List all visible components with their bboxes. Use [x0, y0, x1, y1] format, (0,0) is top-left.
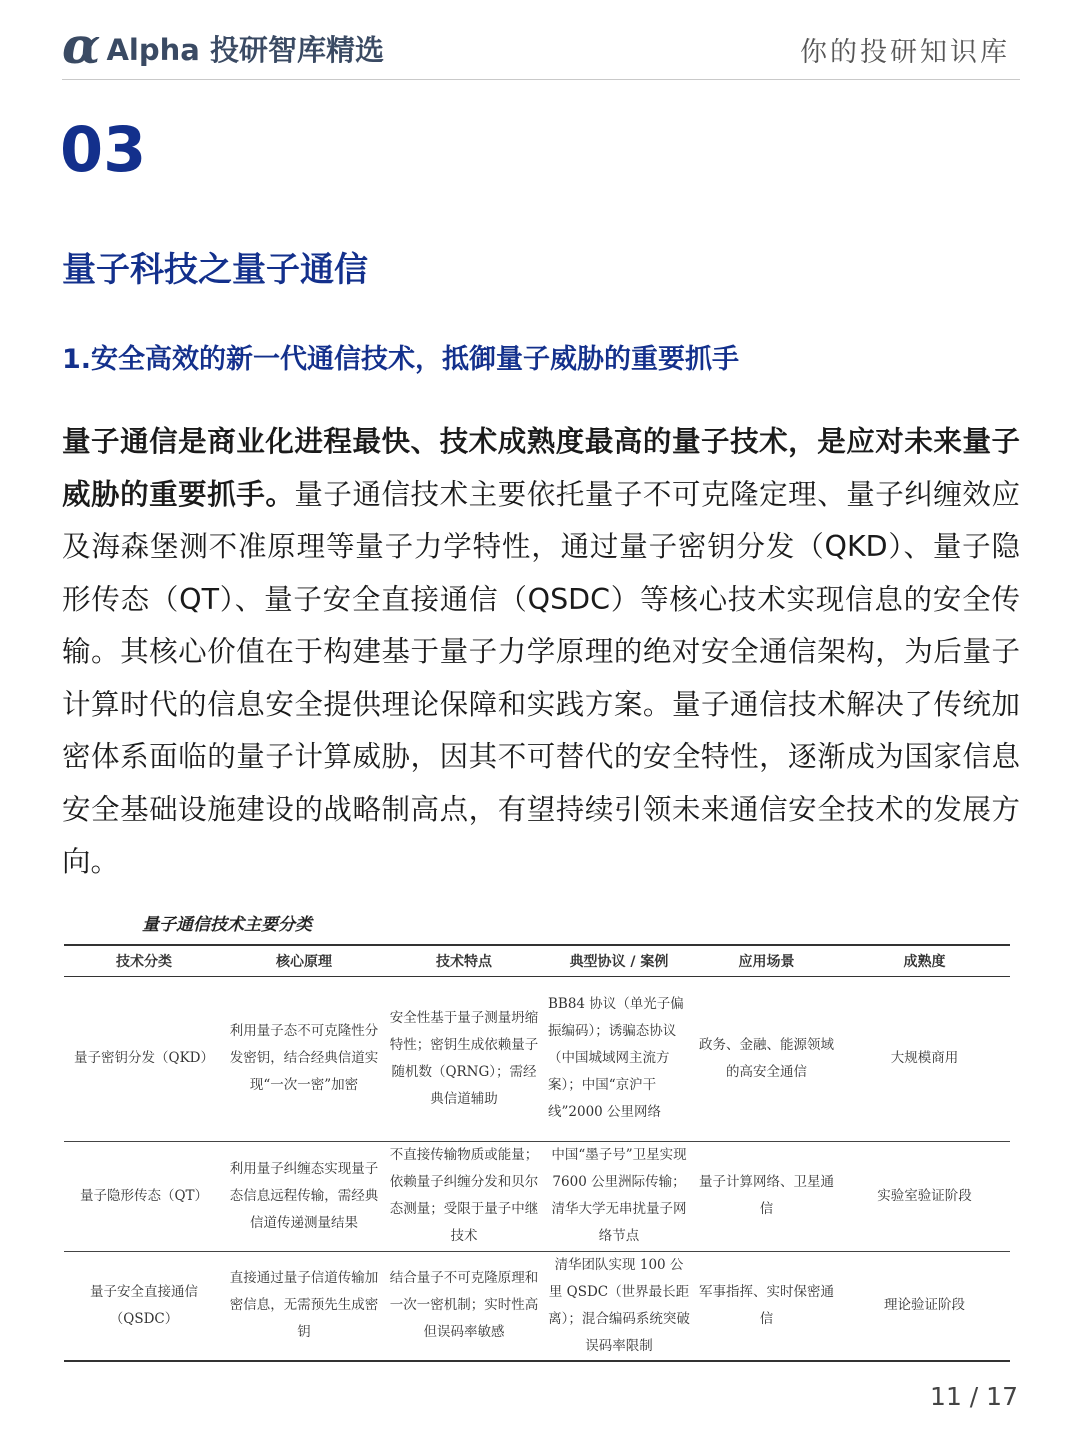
cell-cases: BB84 协议（单光子偏振编码）；诱骗态协议（中国城域网主流方案）；中国“京沪干线”2000 公里网络	[544, 976, 694, 1141]
table-caption: 量子通信技术主要分类	[142, 915, 312, 935]
table-row	[64, 976, 1010, 1141]
cell-principle: 直接通过量子信道传输加密信息，无需预先生成密钥	[224, 1251, 384, 1361]
page-number: 11 / 17	[930, 1382, 1018, 1411]
cell-maturity: 实验室验证阶段	[839, 1141, 1010, 1251]
cell-principle: 利用量子态不可克隆性分发密钥，结合经典信道实现“一次一密”加密	[224, 976, 384, 1141]
table-header-row	[64, 945, 1010, 976]
col-header-features: 技术特点	[384, 945, 544, 976]
section-title: 量子科技之量子通信	[62, 250, 368, 290]
page-header	[62, 16, 1020, 80]
body-text: 量子通信技术主要依托量子不可克隆定理、量子纠缠效应及海森堡测不准原理等量子力学特性，通过量子密钥分发（QKD）、量子隐形传态（QT）、量子安全直接通信（QSDC）等核心技术实现信息的安全传输。其核心价值在于构建基于量子力学原理的绝对安全通信架构，为后量子计算时代的信息安全提供理论保障和实践方案。量子通信技术解决了传统加密体系面临的量子计算威胁，因其不可替代的安全特性，逐渐成为国家信息安全基础设施建设的战略制高点，有望持续引领未来通信安全技术的发展方向。	[62, 477, 1020, 878]
lead-sentence: 量子通信是商业化进程最快、技术成熟度最高的量子技术，是应对未来量子威胁的重要抓手。	[62, 425, 1020, 511]
brand-name: Alpha 投研智库精选	[106, 33, 384, 67]
cell-cases: 清华团队实现 100 公里 QSDC（世界最长距离）；混合编码系统突破误码率限制	[544, 1251, 694, 1361]
cell-principle: 利用量子纠缠态实现量子态信息远程传输，需经典信道传递测量结果	[224, 1141, 384, 1251]
col-header-maturity: 成熟度	[839, 945, 1010, 976]
cell-features: 安全性基于量子测量坍缩特性；密钥生成依赖量子随机数（QRNG）；需经典信道辅助	[384, 976, 544, 1141]
subsection-title: 1.安全高效的新一代通信技术，抵御量子威胁的重要抓手	[62, 344, 740, 375]
col-header-principle: 核心原理	[224, 945, 384, 976]
table-row	[64, 1251, 1010, 1361]
cell-maturity: 大规模商用	[839, 976, 1010, 1141]
col-header-cases: 典型协议 / 案例	[544, 945, 694, 976]
cell-features: 不直接传输物质或能量；依赖量子纠缠分发和贝尔态测量；受限于量子中继技术	[384, 1141, 544, 1251]
brand-logo	[62, 16, 384, 75]
cell-cases: 中国“墨子号”卫星实现 7600 公里洲际传输；清华大学无串扰量子网络节点	[544, 1141, 694, 1251]
alpha-logo-icon: α	[62, 16, 101, 75]
cell-scenarios: 政务、金融、能源领域的高安全通信	[694, 976, 839, 1141]
section-number: 03	[60, 113, 147, 186]
cell-features: 结合量子不可克隆原理和一次一密机制；实时性高但误码率敏感	[384, 1251, 544, 1361]
header-tagline: 你的投研知识库	[800, 37, 1010, 68]
cell-scenarios: 军事指挥、实时保密通信	[694, 1251, 839, 1361]
cell-category: 量子安全直接通信（QSDC）	[64, 1251, 224, 1361]
body-paragraph	[62, 416, 1020, 889]
classification-table	[64, 944, 1010, 1362]
col-header-category: 技术分类	[64, 945, 224, 976]
cell-category: 量子隐形传态（QT）	[64, 1141, 224, 1251]
col-header-scenarios: 应用场景	[694, 945, 839, 976]
cell-maturity: 理论验证阶段	[839, 1251, 1010, 1361]
table-row	[64, 1141, 1010, 1251]
cell-scenarios: 量子计算网络、卫星通信	[694, 1141, 839, 1251]
cell-category: 量子密钥分发（QKD）	[64, 976, 224, 1141]
